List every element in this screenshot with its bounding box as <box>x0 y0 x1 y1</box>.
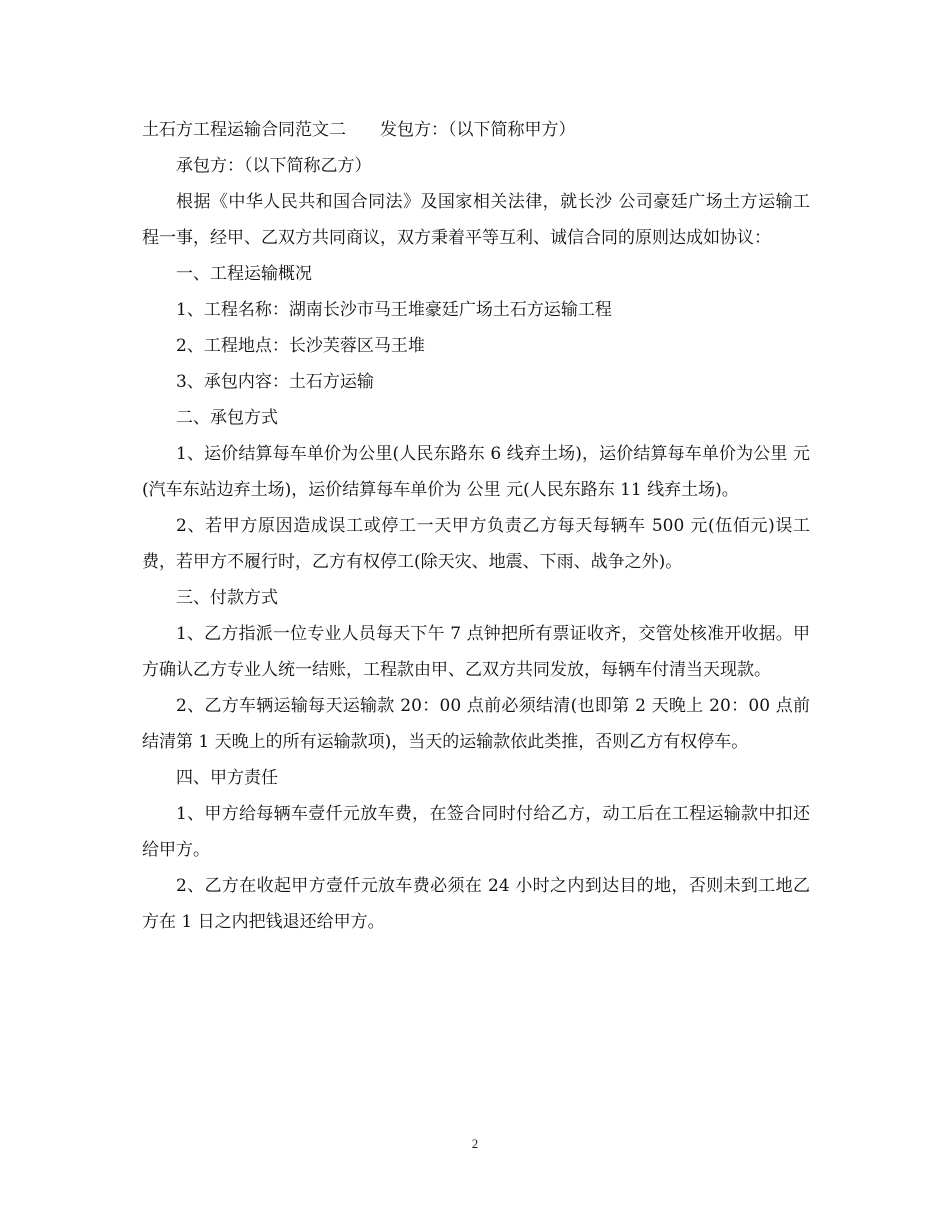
section-heading-overview: 一、工程运输概况 <box>176 264 312 284</box>
paragraph-contract-content: 3、承包内容：土石方运输 <box>176 372 374 392</box>
paragraph-delay-compensation: 2、若甲方原因造成误工或停工一天甲方负责乙方每天每辆车 500 元(伍佰元)误工费，若甲方不履行时，乙方有权停工(除天灾、地震、下雨、战争之外)。 <box>142 516 810 572</box>
document-body <box>142 112 810 940</box>
page-number: 2 <box>471 1136 479 1151</box>
paragraph-project-location: 2、工程地点：长沙芙蓉区马王堆 <box>176 336 425 356</box>
paragraph-intro: 根据《中华人民共和国合同法》及国家相关法律，就长沙 公司豪廷广场土方运输工程一事，经甲、乙双方共同商议，双方秉着平等互利、诚信合同的原则达成如协议： <box>142 192 810 248</box>
paragraph-release-fee: 1、甲方给每辆车壹仟元放车费，在签合同时付给乙方，动工后在工程运输款中扣还给甲方。 <box>142 804 810 860</box>
section-heading-contract-method: 二、承包方式 <box>176 408 278 428</box>
paragraph-release-fee-refund: 2、乙方在收起甲方壹仟元放车费必须在 24 小时之内到达目的地，否则未到工地乙方在 1 日之内把钱退还给甲方。 <box>142 876 810 932</box>
paragraph-project-name: 1、工程名称：湖南长沙市马王堆豪廷广场土石方运输工程 <box>176 300 612 320</box>
section-heading-party-a-duties: 四、甲方责任 <box>176 768 278 788</box>
paragraph-payment-collection: 1、乙方指派一位专业人员每天下午 7 点钟把所有票证收齐，交管处核准开收据。甲方确认乙方专业人统一结账，工程款由甲、乙双方共同发放，每辆车付清当天现款。 <box>142 624 810 680</box>
document-title: 土石方工程运输合同范文二 <box>142 120 346 140</box>
paragraph-payment-deadline: 2、乙方车辆运输每天运输款 20：00 点前必须结清(也即第 2 天晚上 20：00 点前结清第 1 天晚上的所有运输款项)，当天的运输款依此类推，否则乙方有权停车。 <box>142 696 810 752</box>
title-line <box>142 112 810 148</box>
first-party-line: 发包方：（以下简称甲方） <box>380 120 576 140</box>
section-heading-payment: 三、付款方式 <box>176 588 278 608</box>
paragraph-freight-price: 1、运价结算每车单价为公里(人民东路东 6 线弃土场)，运价结算每车单价为公里 元(汽车东站边弃土场)，运价结算每车单价为 公里 元(人民东路东 11 线弃土场)。 <box>142 444 810 500</box>
second-party-line: 承包方：（以下简称乙方） <box>176 156 372 176</box>
